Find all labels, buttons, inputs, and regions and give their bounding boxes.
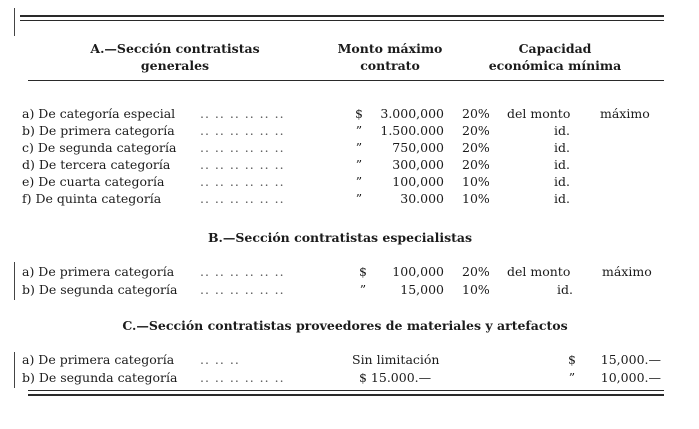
section-c-title: C.—Sección contratistas proveedores de materiales y artefactos [122,318,568,333]
row-percent: 20% [462,106,490,121]
row-dots: .. .. .. .. .. .. [200,157,285,172]
row-percent: 20% [462,123,490,138]
header-col3-line1: Capacidad [518,41,592,56]
table-row [22,282,682,299]
row-label: d) De tercera categoría [22,157,171,172]
row-label: a) De primera categoría [22,264,175,279]
row-note: id. [554,191,570,206]
row-amount: 300,000 [392,157,444,172]
table-row [22,191,682,208]
top-rule-2 [20,20,664,21]
section-b-title: B.—Sección contratistas especialistas [207,230,473,245]
row-dots: .. .. .. .. .. .. [200,123,285,138]
row-currency: $ [568,352,576,367]
row-note: id. [554,174,570,189]
row-limit: Sin limitación [352,352,440,367]
row-note: del monto [507,264,571,279]
table-row [22,157,682,174]
row-currency: ” [359,282,367,297]
header-col1-line1: A.—Sección contratistas [90,41,260,56]
table-row [22,140,682,157]
row-currency: $ [359,264,367,279]
row-label: f) De quinta categoría [22,191,162,206]
row-currency: ” [355,191,363,206]
header-col2-line1: Monto máximo [337,41,443,56]
row-currency: ” [355,174,363,189]
header-col3 [480,40,630,74]
table-row [22,264,682,281]
table-row [22,106,682,123]
row-dots: .. .. .. .. .. .. [200,282,285,297]
row-amount: 750,000 [392,140,444,155]
table-row [22,174,682,191]
row-currency: ” [568,370,576,385]
header-underline [28,80,664,81]
bottom-rule-2 [28,394,664,396]
row-label: a) De primera categoría [22,352,175,367]
row-amount: 15,000 [400,282,444,297]
row-dots: .. .. .. .. .. .. [200,370,285,385]
top-rule-1 [20,15,664,17]
row-amount: 15,000.— [600,352,661,367]
table-row [22,370,682,387]
row-percent: 20% [462,157,490,172]
row-amount: 100,000 [392,264,444,279]
row-percent: 20% [462,264,490,279]
row-label: b) De segunda categoría [22,370,178,385]
row-note: del monto [507,106,571,121]
row-label: b) De primera categoría [22,123,175,138]
row-note-2: máximo [600,106,650,121]
margin-bar-2 [14,262,15,300]
row-note: id. [554,140,570,155]
row-percent: 10% [462,191,490,206]
row-note-2: máximo [602,264,652,279]
row-label: a) De categoría especial [22,106,176,121]
row-amount: 1.500.000 [380,123,444,138]
margin-bar-3 [14,352,15,388]
row-label: c) De segunda categoría [22,140,177,155]
margin-bar-1 [14,8,15,36]
row-amount: 3.000,000 [380,106,444,121]
row-dots: .. .. .. [200,352,240,367]
row-dots: .. .. .. .. .. .. [200,106,285,121]
bottom-rule-1 [28,390,664,391]
row-currency: $ [355,106,363,121]
header-col1 [80,40,270,74]
row-percent: 10% [462,174,490,189]
row-amount: 10,000.— [600,370,661,385]
row-dots: .. .. .. .. .. .. [200,264,285,279]
row-note: id. [554,157,570,172]
row-dots: .. .. .. .. .. .. [200,140,285,155]
row-currency: ” [355,140,363,155]
table-row [22,352,682,369]
row-percent: 20% [462,140,490,155]
row-note: id. [557,282,573,297]
header-col2 [330,40,450,74]
row-amount: 100,000 [392,174,444,189]
row-dots: .. .. .. .. .. .. [200,191,285,206]
row-limit: $ 15.000.— [359,370,432,385]
table-row [22,123,682,140]
row-currency: ” [355,123,363,138]
row-note: id. [554,123,570,138]
header-col1-line2: generales [140,58,210,73]
row-dots: .. .. .. .. .. .. [200,174,285,189]
row-label: e) De cuarta categoría [22,174,165,189]
row-label: b) De segunda categoría [22,282,178,297]
row-amount: 30.000 [400,191,444,206]
header-col3-line2: económica mínima [488,58,622,73]
header-col2-line2: contrato [360,58,420,73]
row-currency: ” [355,157,363,172]
row-percent: 10% [462,282,490,297]
